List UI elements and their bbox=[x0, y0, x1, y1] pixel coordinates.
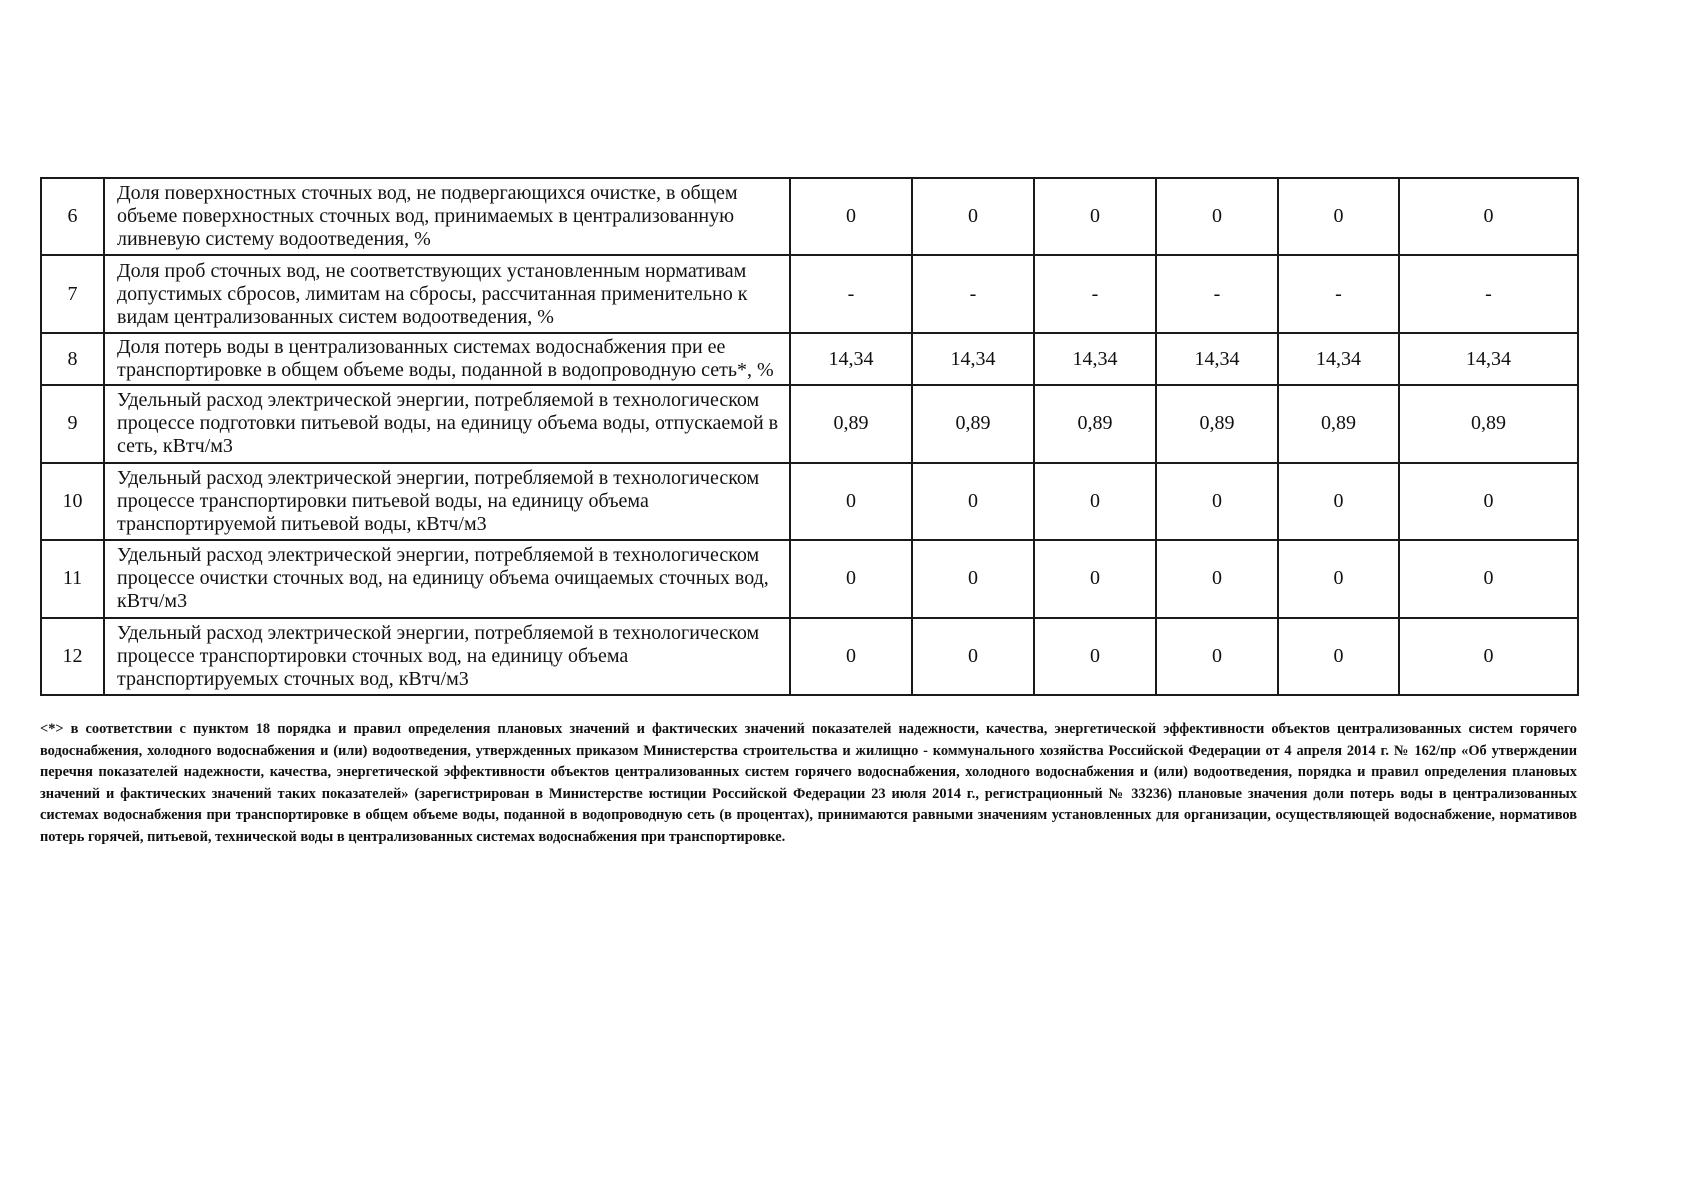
indicator-value: 0 bbox=[1034, 540, 1156, 617]
indicator-description: Удельный расход электрической энергии, потребляемой в технологическом процессе очистки сточных вод, на единицу объема очищаемых сточных вод, кВтч/м3 bbox=[104, 540, 790, 617]
indicators-table-body bbox=[41, 178, 1578, 695]
indicator-value: 0,89 bbox=[1156, 385, 1278, 462]
indicator-value: 0 bbox=[1278, 178, 1399, 255]
indicator-value: 0 bbox=[912, 178, 1034, 255]
table-row bbox=[41, 618, 1578, 695]
indicator-value: 0 bbox=[912, 618, 1034, 695]
indicator-value: 0 bbox=[790, 618, 912, 695]
table-row bbox=[41, 385, 1578, 462]
indicator-value: 0 bbox=[790, 463, 912, 540]
indicator-value: 0 bbox=[790, 540, 912, 617]
row-number: 7 bbox=[41, 255, 104, 332]
indicator-value: - bbox=[1278, 255, 1399, 332]
table-row bbox=[41, 178, 1578, 255]
indicator-value: 0 bbox=[1278, 618, 1399, 695]
indicator-description: Удельный расход электрической энергии, потребляемой в технологическом процессе транспортировки питьевой воды, на единицу объема транспортируемой питьевой воды, кВтч/м3 bbox=[104, 463, 790, 540]
indicator-value: 0 bbox=[1034, 618, 1156, 695]
row-number: 11 bbox=[41, 540, 104, 617]
indicator-value: 0 bbox=[1278, 463, 1399, 540]
footnote: <*> в соответствии с пунктом 18 порядка и правил определения плановых значений и фактических значений показателей надежности, качества, энергетической эффективности объектов централизованных систем горячего водоснабжения, холодного водоснабжения и (или) водоотведения, утвержденных приказом Министерства строительства и жилищно - коммунального хозяйства Российской Федерации от 4 апреля 2014 г. № 162/пр «Об утверждении перечня показателей надежности, качества, энергетической эффективности объектов централизованных систем горячего водоснабжения, холодного водоснабжения и (или) водоотведения, порядка и правил определения плановых значений и фактических значений таких показателей» (зарегистрирован в Министерстве юстиции Российской Федерации 23 июля 2014 г., регистрационный № 33236) плановые значения доли потерь воды в централизованных системах водоснабжения при транспортировке в общем объеме воды, поданной в водопроводную сеть (в процентах), принимаются равными значениям установленных для организации, осуществляющей водоснабжение, нормативов потерь горячей, питьевой, технической воды в централизованных системах водоснабжения при транспортировке. bbox=[40, 721, 1577, 845]
row-number: 10 bbox=[41, 463, 104, 540]
indicator-value: 0 bbox=[1034, 178, 1156, 255]
indicator-description: Доля проб сточных вод, не соответствующих установленным нормативам допустимых сбросов, лимитам на сбросы, рассчитанная применительно к видам централизованных систем водоотведения, % bbox=[104, 255, 790, 332]
indicator-description: Доля поверхностных сточных вод, не подвергающихся очистке, в общем объеме поверхностных сточных вод, принимаемых в централизованную ливневую систему водоотведения, % bbox=[104, 178, 790, 255]
indicator-value: 0 bbox=[1278, 540, 1399, 617]
indicator-description: Удельный расход электрической энергии, потребляемой в технологическом процессе транспортировки сточных вод, на единицу объема транспортируемых сточных вод, кВтч/м3 bbox=[104, 618, 790, 695]
indicator-value: - bbox=[790, 255, 912, 332]
indicator-value: 14,34 bbox=[1278, 333, 1399, 385]
indicator-value: 0 bbox=[1156, 178, 1278, 255]
indicator-value: 14,34 bbox=[912, 333, 1034, 385]
indicator-value: - bbox=[912, 255, 1034, 332]
table-row bbox=[41, 540, 1578, 617]
table-row bbox=[41, 255, 1578, 332]
indicator-value: 0,89 bbox=[912, 385, 1034, 462]
table-row bbox=[41, 333, 1578, 385]
indicator-value: 14,34 bbox=[790, 333, 912, 385]
indicator-value: 0,89 bbox=[1399, 385, 1578, 462]
row-number: 8 bbox=[41, 333, 104, 385]
indicator-description: Удельный расход электрической энергии, потребляемой в технологическом процессе подготовки питьевой воды, на единицу объема воды, отпускаемой в сеть, кВтч/м3 bbox=[104, 385, 790, 462]
indicator-value: 0 bbox=[1156, 463, 1278, 540]
indicators-table bbox=[40, 177, 1579, 696]
indicator-value: 0,89 bbox=[1034, 385, 1156, 462]
indicator-value: 0 bbox=[1156, 618, 1278, 695]
indicator-value: 0 bbox=[790, 178, 912, 255]
table-row bbox=[41, 463, 1578, 540]
indicator-value: 0 bbox=[1399, 178, 1578, 255]
indicator-value: 0 bbox=[1399, 540, 1578, 617]
indicator-value: 0 bbox=[912, 463, 1034, 540]
indicator-value: 14,34 bbox=[1034, 333, 1156, 385]
indicator-value: - bbox=[1399, 255, 1578, 332]
row-number: 6 bbox=[41, 178, 104, 255]
indicator-value: 0,89 bbox=[790, 385, 912, 462]
indicator-description: Доля потерь воды в централизованных системах водоснабжения при ее транспортировке в общем объеме воды, поданной в водопроводную сеть*, % bbox=[104, 333, 790, 385]
indicator-value: 0 bbox=[1156, 540, 1278, 617]
indicator-value: 0 bbox=[1034, 463, 1156, 540]
indicator-value: 0 bbox=[1399, 618, 1578, 695]
indicator-value: - bbox=[1034, 255, 1156, 332]
indicator-value: - bbox=[1156, 255, 1278, 332]
indicator-value: 14,34 bbox=[1156, 333, 1278, 385]
row-number: 12 bbox=[41, 618, 104, 695]
indicator-value: 0 bbox=[912, 540, 1034, 617]
row-number: 9 bbox=[41, 385, 104, 462]
indicator-value: 0 bbox=[1399, 463, 1578, 540]
indicator-value: 14,34 bbox=[1399, 333, 1578, 385]
indicator-value: 0,89 bbox=[1278, 385, 1399, 462]
